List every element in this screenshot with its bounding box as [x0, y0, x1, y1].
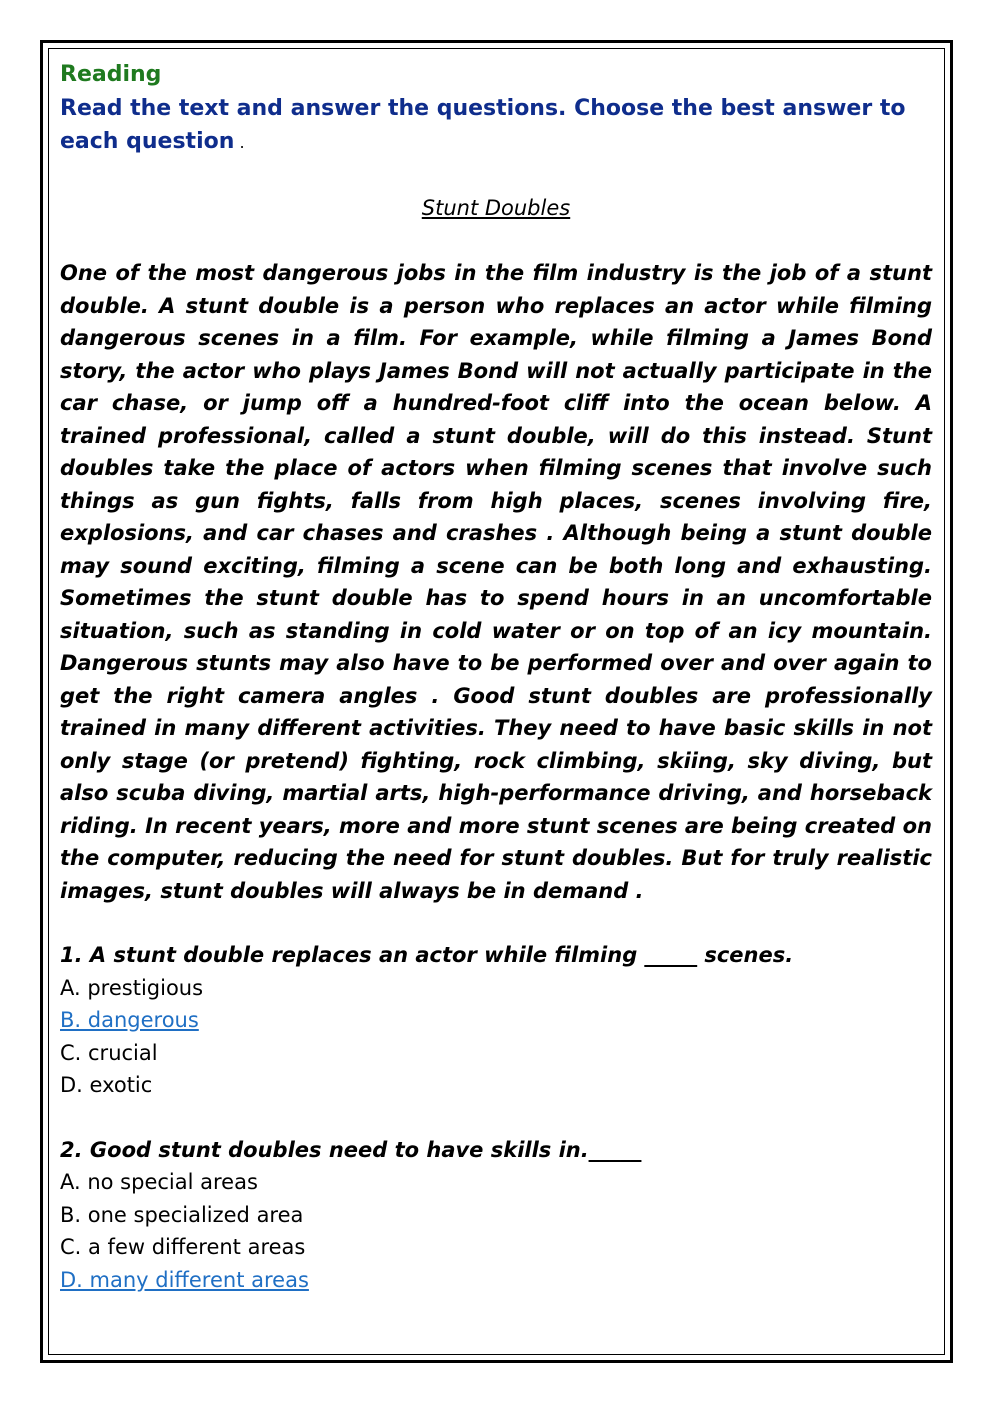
option-1d[interactable]: D. exotic	[60, 1073, 153, 1097]
instructions-text: Read the text and answer the questions. Choose the best answer to each question	[60, 96, 906, 154]
option-2a[interactable]: A. no special areas	[60, 1170, 258, 1194]
question-2	[60, 1134, 932, 1297]
option-2b[interactable]: B. one specialized area	[60, 1202, 304, 1227]
instructions	[60, 92, 932, 159]
reading-passage: One of the most dangerous jobs in the film industry is the job of a stunt double. A stunt double is a person who replaces an actor while filming dangerous scenes in a film. For example, while filming a James Bond story, the actor who plays James Bond will not actually participate in the car chase, or jump off a hundred-foot cliff into the ocean below. A trained professional, called a stunt double, will do this instead. Stunt doubles take the place of actors when filming scenes that involve such things as gun fights, falls from high places, scenes involving fire, explosions, and car chases and crashes . Although being a stunt double may sound exciting, filming a scene can be both long and exhausting. Sometimes the stunt double has to spend hours in an uncomfortable situation, such as standing in cold water or on top of an icy mountain. Dangerous stunts may also have to be performed over and over again to get the right camera angles . Good stunt doubles are professionally trained in many different activities. They need to have basic skills in not only stage (or pretend) fighting, rock climbing, skiing, sky diving, but also scuba diving, martial arts, high-performance driving, and horseback riding. In recent years, more and more stunt scenes are being created on the computer, reducing the need for stunt doubles. But for truly realistic images, stunt doubles will always be in demand .	[60, 261, 932, 903]
question-1	[60, 939, 932, 1102]
story-title: Stunt Doubles	[421, 196, 571, 220]
option-1b-answer[interactable]: B. dangerous	[60, 1008, 199, 1032]
question-text: 1. A stunt double replaces an actor while filming _____ scenes.	[60, 943, 794, 967]
question-text: 2. Good stunt doubles need to have skills in._____	[60, 1137, 642, 1162]
option-2d-answer[interactable]: D. many different areas	[60, 1267, 309, 1292]
worksheet-content	[60, 58, 932, 1296]
option-1a[interactable]: A. prestigious	[60, 975, 204, 1000]
section-title: Reading	[60, 62, 162, 87]
instructions-period: .	[234, 133, 245, 152]
option-2c[interactable]: C. a few different areas	[60, 1235, 306, 1259]
option-1c[interactable]: C. crucial	[60, 1040, 158, 1065]
